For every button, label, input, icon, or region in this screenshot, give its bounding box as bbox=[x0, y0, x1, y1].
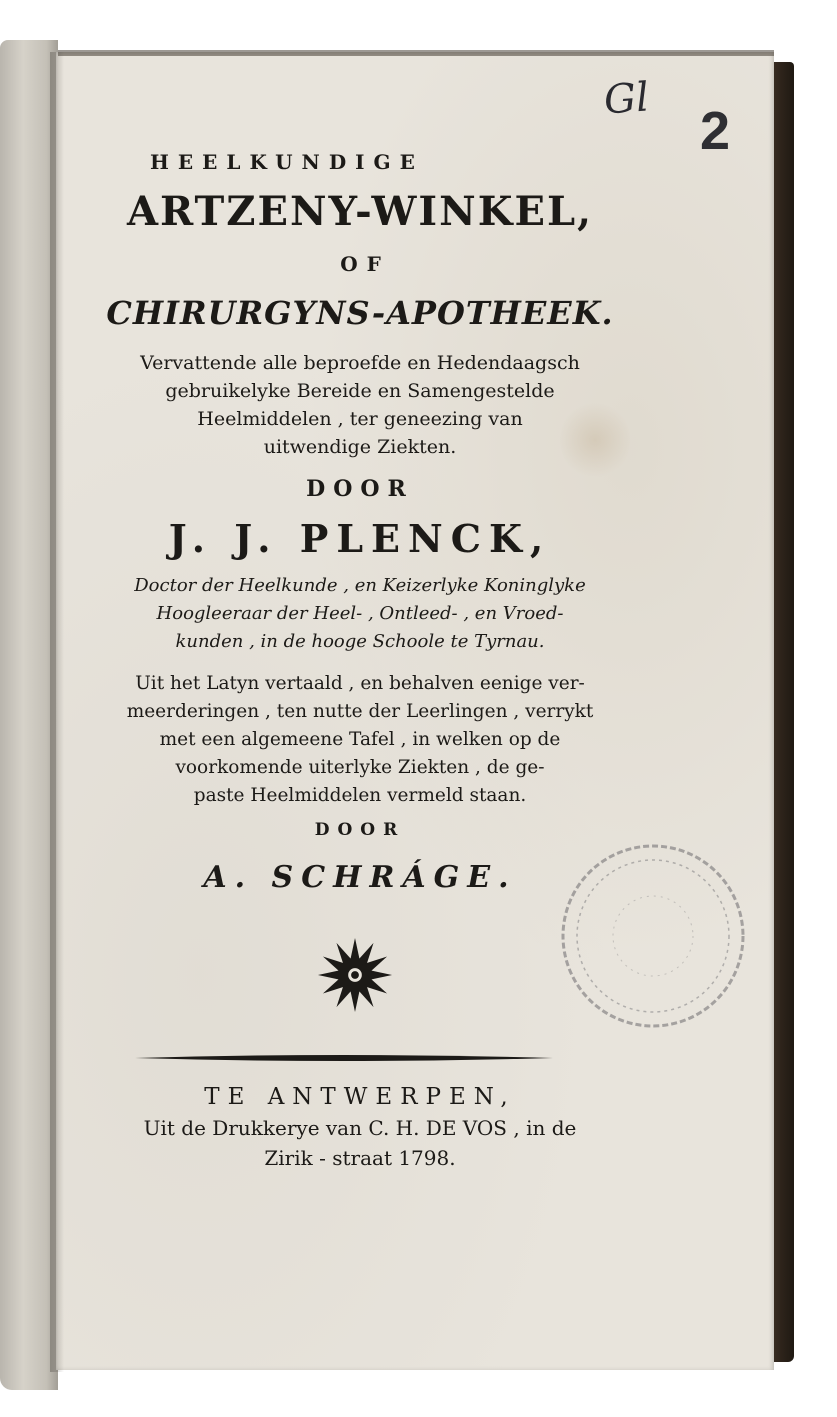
subtitle-line: gebruikelyke Bereide en Samengestelde bbox=[165, 380, 555, 402]
translation-note-line: voorkomende uiterlyke Ziekten , de ge- bbox=[175, 757, 545, 778]
page-top-edge bbox=[58, 50, 774, 56]
translation-note-line: met een algemeene Tafel , in welken op de bbox=[159, 729, 561, 750]
ornamental-rule bbox=[135, 1052, 553, 1064]
subtitle-line: Vervattende alle beproefde en Hedendaagsch bbox=[140, 352, 580, 374]
library-stamp-icon bbox=[555, 838, 751, 1034]
gutter-shadow bbox=[50, 52, 64, 1372]
handwritten-shelfmark: Gl bbox=[602, 74, 651, 124]
printers-ornament-icon bbox=[316, 936, 394, 1014]
imprint-street-year: Zirik - straat 1798. bbox=[264, 1146, 456, 1170]
title-chirurgyns-apotheek: CHIRURGYNS-APOTHEEK. bbox=[106, 294, 614, 332]
author-name: J. J. PLENCK, bbox=[168, 516, 552, 561]
imprint-printer: Uit de Drukkerye van C. H. DE VOS , in de bbox=[143, 1116, 577, 1140]
subtitle-line: Heelmiddelen , ter geneezing van bbox=[197, 408, 523, 430]
author-credentials-line: kunden , in de hooge Schoole te Tyrnau. bbox=[175, 631, 545, 652]
translation-note-line: Uit het Latyn vertaald , en behalven eenige ver- bbox=[135, 673, 585, 694]
subtitle-line: uitwendige Ziekten. bbox=[263, 436, 457, 458]
translation-note-line: meerderingen , ten nutte der Leerlingen , verrykt bbox=[126, 701, 594, 722]
author-credentials-line: Doctor der Heelkunde , en Keizerlyke Koninglyke bbox=[134, 575, 586, 596]
door-author: DOOR bbox=[306, 476, 414, 502]
title-artzeny-winkel: ARTZENY-WINKEL, bbox=[126, 188, 594, 235]
translator-name: A. SCHRÁGE. bbox=[203, 860, 517, 895]
author-credentials-line: Hoogleeraar der Heel- , Ontleed- , en Vroed- bbox=[156, 603, 564, 624]
stamped-number: 2 bbox=[700, 101, 731, 161]
translation-note-line: paste Heelmiddelen vermeld staan. bbox=[193, 785, 527, 806]
imprint-city: TE ANTWERPEN, bbox=[204, 1084, 516, 1110]
door-translator: DOOR bbox=[314, 820, 406, 840]
title-of: OF bbox=[340, 252, 390, 276]
title-heelkundige: HEELKUNDIGE bbox=[150, 150, 424, 174]
